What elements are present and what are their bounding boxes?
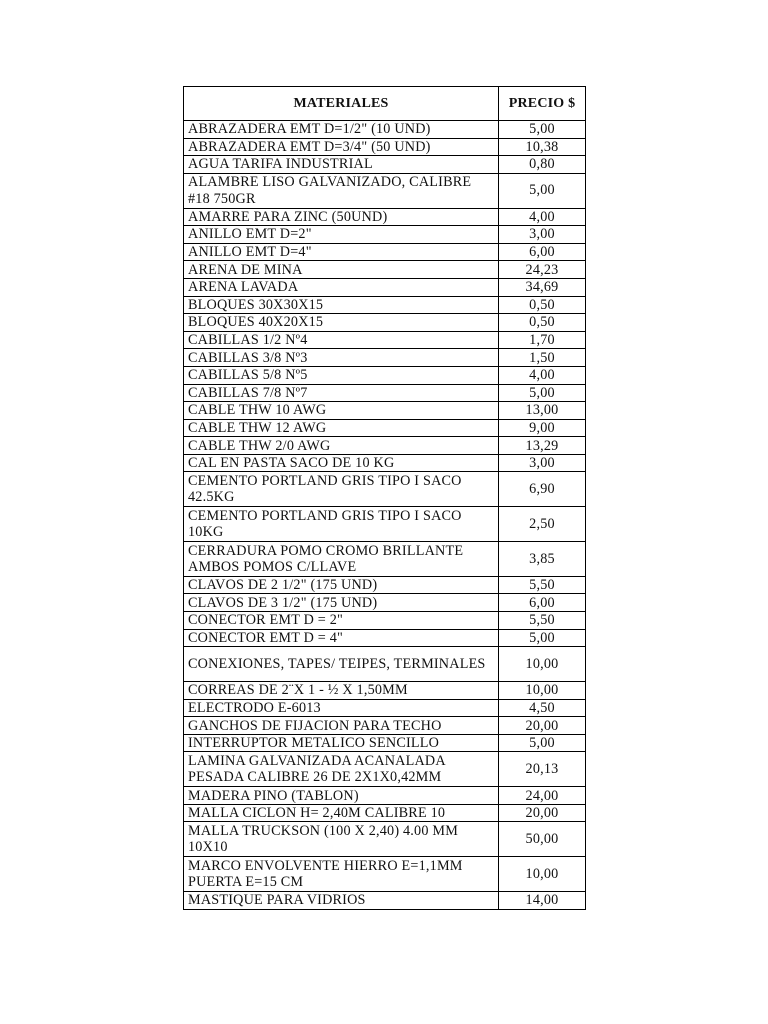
table-row [184, 576, 586, 594]
material-cell: BLOQUES 30X30X15 [184, 296, 499, 314]
price-cell: 5,00 [499, 734, 586, 752]
material-cell: CABILLAS 3/8 Nº3 [184, 349, 499, 367]
material-cell: CABILLAS 5/8 Nº5 [184, 366, 499, 384]
price-cell: 0,50 [499, 314, 586, 332]
table-row [184, 331, 586, 349]
price-cell: 20,13 [499, 752, 586, 787]
price-cell: 3,85 [499, 542, 586, 577]
table-row [184, 699, 586, 717]
price-cell: 2,50 [499, 507, 586, 542]
price-cell: 5,50 [499, 576, 586, 594]
table-row [184, 822, 586, 857]
price-cell: 6,90 [499, 472, 586, 507]
price-cell: 5,00 [499, 629, 586, 647]
material-cell: ARENA LAVADA [184, 278, 499, 296]
table-row [184, 208, 586, 226]
price-cell: 0,80 [499, 156, 586, 174]
table-row [184, 454, 586, 472]
material-cell: CONECTOR EMT D = 2" [184, 612, 499, 630]
table-row [184, 507, 586, 542]
table-row [184, 892, 586, 910]
table-row [184, 366, 586, 384]
material-cell: ARENA DE MINA [184, 261, 499, 279]
table-row [184, 437, 586, 455]
material-cell: ALAMBRE LISO GALVANIZADO, CALIBRE #18 750GR [184, 173, 499, 208]
price-cell: 14,00 [499, 892, 586, 910]
material-cell: CORREAS DE 2¨X 1 - ½ X 1,50MM [184, 682, 499, 700]
table-row [184, 138, 586, 156]
price-cell: 6,00 [499, 243, 586, 261]
material-cell: ABRAZADERA EMT D=3/4" (50 UND) [184, 138, 499, 156]
price-cell: 4,50 [499, 699, 586, 717]
table-row [184, 542, 586, 577]
price-cell: 5,00 [499, 121, 586, 139]
table-row [184, 349, 586, 367]
material-cell: ABRAZADERA EMT D=1/2" (10 UND) [184, 121, 499, 139]
table-body [184, 121, 586, 910]
price-cell: 0,50 [499, 296, 586, 314]
material-cell: MALLA CICLON H= 2,40M CALIBRE 10 [184, 804, 499, 822]
table-row [184, 787, 586, 805]
material-cell: CABLE THW 12 AWG [184, 419, 499, 437]
material-cell: MARCO ENVOLVENTE HIERRO E=1,1MM PUERTA E=15 CM [184, 857, 499, 892]
table-row [184, 857, 586, 892]
price-cell: 4,00 [499, 366, 586, 384]
material-cell: CERRADURA POMO CROMO BRILLANTE AMBOS POMOS C/LLAVE [184, 542, 499, 577]
material-cell: BLOQUES 40X20X15 [184, 314, 499, 332]
price-cell: 4,00 [499, 208, 586, 226]
price-cell: 34,69 [499, 278, 586, 296]
material-cell: CLAVOS DE 3 1/2" (175 UND) [184, 594, 499, 612]
material-cell: ANILLO EMT D=2" [184, 226, 499, 244]
price-cell: 5,00 [499, 173, 586, 208]
price-cell: 10,38 [499, 138, 586, 156]
table-row [184, 296, 586, 314]
material-cell: INTERRUPTOR METALICO SENCILLO [184, 734, 499, 752]
table-row [184, 472, 586, 507]
material-cell: CABLE THW 2/0 AWG [184, 437, 499, 455]
material-cell: CONEXIONES, TAPES/ TEIPES, TERMINALES [184, 647, 499, 682]
material-cell: MALLA TRUCKSON (100 X 2,40) 4.00 MM 10X10 [184, 822, 499, 857]
price-cell: 24,00 [499, 787, 586, 805]
material-cell: GANCHOS DE FIJACION PARA TECHO [184, 717, 499, 735]
material-cell: CABILLAS 7/8 Nº7 [184, 384, 499, 402]
table-row [184, 121, 586, 139]
table-row [184, 734, 586, 752]
table-row [184, 682, 586, 700]
table-row [184, 226, 586, 244]
price-cell: 13,29 [499, 437, 586, 455]
price-cell: 6,00 [499, 594, 586, 612]
material-cell: ANILLO EMT D=4" [184, 243, 499, 261]
price-cell: 9,00 [499, 419, 586, 437]
table-row [184, 173, 586, 208]
table-row [184, 402, 586, 420]
table-row [184, 647, 586, 682]
header-materials: MATERIALES [184, 87, 499, 121]
table-row [184, 314, 586, 332]
table-row [184, 804, 586, 822]
table-row [184, 243, 586, 261]
table-row [184, 612, 586, 630]
table-row [184, 629, 586, 647]
price-cell: 10,00 [499, 857, 586, 892]
price-cell: 1,70 [499, 331, 586, 349]
table-row [184, 717, 586, 735]
material-cell: CLAVOS DE 2 1/2" (175 UND) [184, 576, 499, 594]
price-cell: 50,00 [499, 822, 586, 857]
header-price: PRECIO $ [499, 87, 586, 121]
table-row [184, 594, 586, 612]
material-cell: CABILLAS 1/2 Nº4 [184, 331, 499, 349]
material-cell: MADERA PINO (TABLON) [184, 787, 499, 805]
material-cell: CABLE THW 10 AWG [184, 402, 499, 420]
table-row [184, 156, 586, 174]
table-row [184, 261, 586, 279]
material-cell: ELECTRODO E-6013 [184, 699, 499, 717]
header-row [184, 87, 586, 121]
table-row [184, 419, 586, 437]
material-cell: AMARRE PARA ZINC (50UND) [184, 208, 499, 226]
material-cell: AGUA TARIFA INDUSTRIAL [184, 156, 499, 174]
material-cell: CAL EN PASTA SACO DE 10 KG [184, 454, 499, 472]
material-cell: MASTIQUE PARA VIDRIOS [184, 892, 499, 910]
table-row [184, 278, 586, 296]
price-cell: 13,00 [499, 402, 586, 420]
price-cell: 5,50 [499, 612, 586, 630]
price-cell: 10,00 [499, 647, 586, 682]
table-row [184, 752, 586, 787]
materials-price-table [183, 86, 586, 910]
price-cell: 5,00 [499, 384, 586, 402]
table-row [184, 384, 586, 402]
price-cell: 1,50 [499, 349, 586, 367]
material-cell: CEMENTO PORTLAND GRIS TIPO I SACO 42.5KG [184, 472, 499, 507]
price-cell: 24,23 [499, 261, 586, 279]
material-cell: LAMINA GALVANIZADA ACANALADA PESADA CALIBRE 26 DE 2X1X0,42MM [184, 752, 499, 787]
price-cell: 10,00 [499, 682, 586, 700]
price-cell: 3,00 [499, 226, 586, 244]
material-cell: CEMENTO PORTLAND GRIS TIPO I SACO 10KG [184, 507, 499, 542]
price-cell: 20,00 [499, 717, 586, 735]
price-cell: 20,00 [499, 804, 586, 822]
material-cell: CONECTOR EMT D = 4" [184, 629, 499, 647]
price-cell: 3,00 [499, 454, 586, 472]
